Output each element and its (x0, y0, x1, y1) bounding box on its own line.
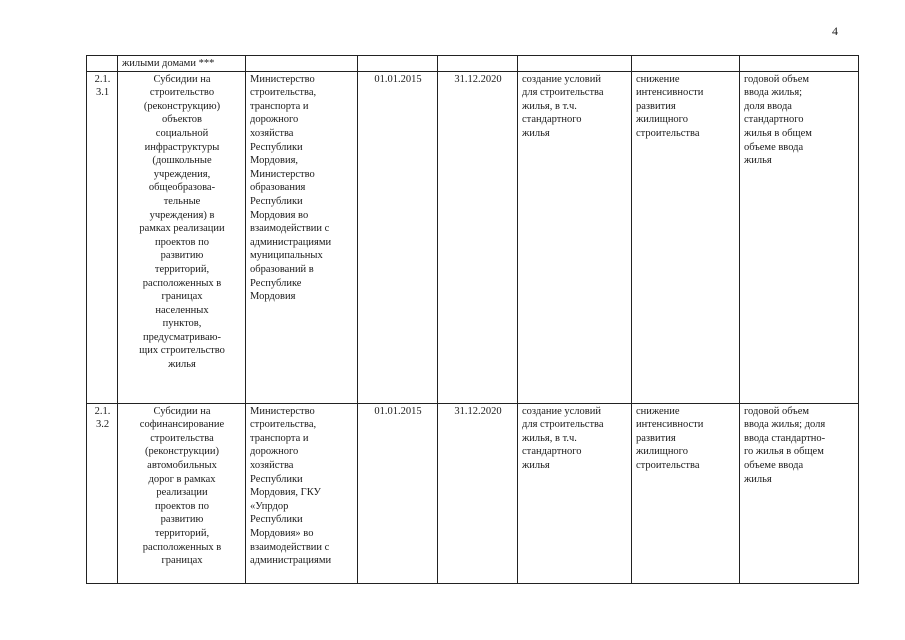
cell-result: создание условий для строительства жилья, в т.ч. стандартного жилья (518, 403, 632, 583)
cell-risk (632, 56, 740, 72)
cell-executor: Министерство строительства, транспорта и дорожного хозяйства Республики Мордовия, ГКУ «Упрдор Республики Мордовия» во взаимодействии с администрациями (246, 403, 358, 583)
cell-result (518, 56, 632, 72)
table-row-continuation (87, 56, 859, 72)
page-number: 4 (832, 24, 838, 38)
cell-indicator (740, 56, 859, 72)
cell-executor: Министерство строительства, транспорта и дорожного хозяйства Республики Мордовия, Министерство образования Республики Мордовия во взаимодействии с администрациями муниципальных образований в Республике Мордовия (246, 71, 358, 403)
table-row (87, 403, 859, 583)
cell-indicator: годовой объем ввода жилья; доля ввода стандартно- го жилья в общем объеме ввода жилья (740, 403, 859, 583)
cell-start: 01.01.2015 (358, 403, 438, 583)
cell-risk: снижение интенсивности развития жилищного строительства (632, 403, 740, 583)
cell-end: 31.12.2020 (438, 71, 518, 403)
cell-name: Субсидии на строительство (реконструкцию) объектов социальной инфраструктуры (дошкольные учреждения, общеобразова- тельные учреждения) в рамках реализации проектов по развитию территорий, расположенных в границах населенных пунктов, предусматриваю- щих строительство жилья (118, 71, 246, 403)
cell-name: Субсидии на софинансирование строительства (реконструкции) автомобильных дорог в рамках реализации проектов по развитию территорий, расположенных в границах (118, 403, 246, 583)
cell-result: создание условий для строительства жилья, в т.ч. стандартного жилья (518, 71, 632, 403)
cell-risk: снижение интенсивности развития жилищного строительства (632, 71, 740, 403)
cell-end: 31.12.2020 (438, 403, 518, 583)
table-row (87, 71, 859, 403)
cell-end (438, 56, 518, 72)
cell-num: 2.1. 3.1 (87, 71, 118, 403)
cell-executor (246, 56, 358, 72)
cell-num (87, 56, 118, 72)
cell-start (358, 56, 438, 72)
cell-name: жилыми домами *** (118, 56, 246, 72)
cell-indicator: годовой объем ввода жилья; доля ввода стандартного жилья в общем объеме ввода жилья (740, 71, 859, 403)
measures-table (86, 55, 859, 584)
cell-num: 2.1. 3.2 (87, 403, 118, 583)
cell-start: 01.01.2015 (358, 71, 438, 403)
